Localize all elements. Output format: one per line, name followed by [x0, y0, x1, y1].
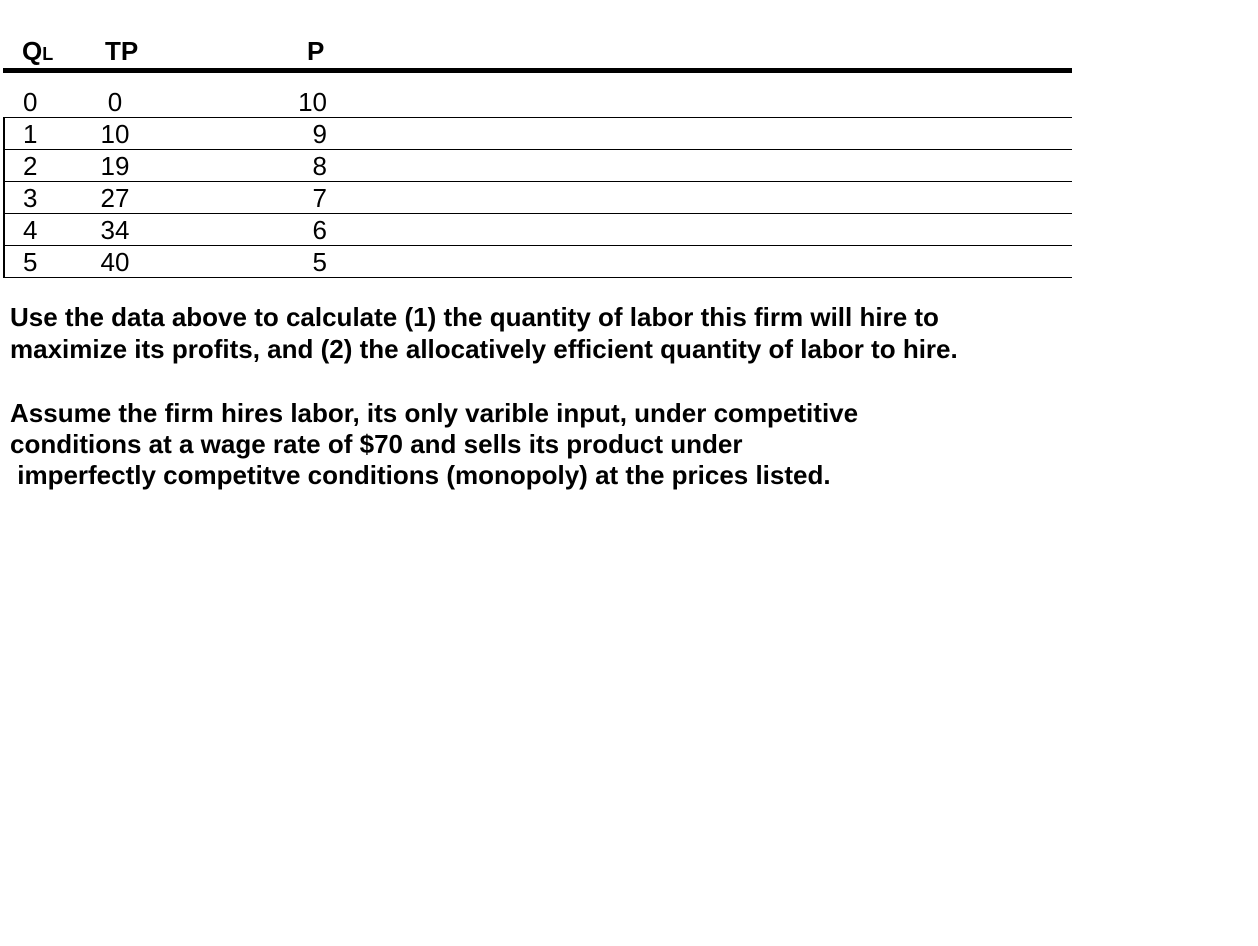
cell-p: 10	[298, 87, 327, 117]
table-row	[3, 246, 1072, 278]
cell-ql: 5	[23, 247, 38, 277]
table-row	[3, 214, 1072, 246]
cell-tp: 0	[107, 87, 123, 117]
row-left-border	[3, 246, 5, 278]
assumption-line-1: Assume the firm hires labor, its only varible input, under competitive	[10, 398, 859, 428]
cell-p: 9	[312, 119, 327, 149]
cell-p: 8	[312, 151, 327, 181]
cell-tp: 40	[100, 247, 130, 277]
row-divider	[3, 277, 1072, 278]
row-left-border	[3, 118, 5, 150]
cell-tp: 10	[100, 119, 130, 149]
row-left-border	[3, 150, 5, 182]
question-line-2: maximize its profits, and (2) the allocatively efficient quantity of labor to hire.	[10, 334, 958, 364]
cell-ql: 2	[23, 151, 38, 181]
question-line-1: Use the data above to calculate (1) the quantity of labor this firm will hire to	[10, 302, 939, 332]
cell-ql: 1	[23, 119, 38, 149]
row-left-border	[3, 182, 5, 214]
cell-ql: 0	[23, 87, 38, 117]
table-row	[3, 182, 1072, 214]
header-ql: QL	[22, 36, 54, 66]
header-rule	[3, 68, 1072, 73]
cell-tp: 27	[100, 183, 130, 213]
cell-ql: 4	[23, 215, 38, 245]
table-row	[3, 86, 1072, 118]
cell-p: 6	[312, 215, 327, 245]
table-row	[3, 150, 1072, 182]
row-left-border	[3, 214, 5, 246]
assumption-line-2: conditions at a wage rate of $70 and sells its product under	[10, 429, 743, 459]
header-p: P	[307, 36, 325, 66]
cell-p: 7	[312, 183, 327, 213]
cell-p: 5	[312, 247, 327, 277]
header-tp: TP	[105, 36, 139, 66]
cell-tp: 19	[100, 151, 130, 181]
assumption-line-3: imperfectly competitve conditions (monopoly) at the prices listed.	[10, 460, 831, 490]
cell-tp: 34	[100, 215, 130, 245]
cell-ql: 3	[23, 183, 38, 213]
table-row	[3, 118, 1072, 150]
